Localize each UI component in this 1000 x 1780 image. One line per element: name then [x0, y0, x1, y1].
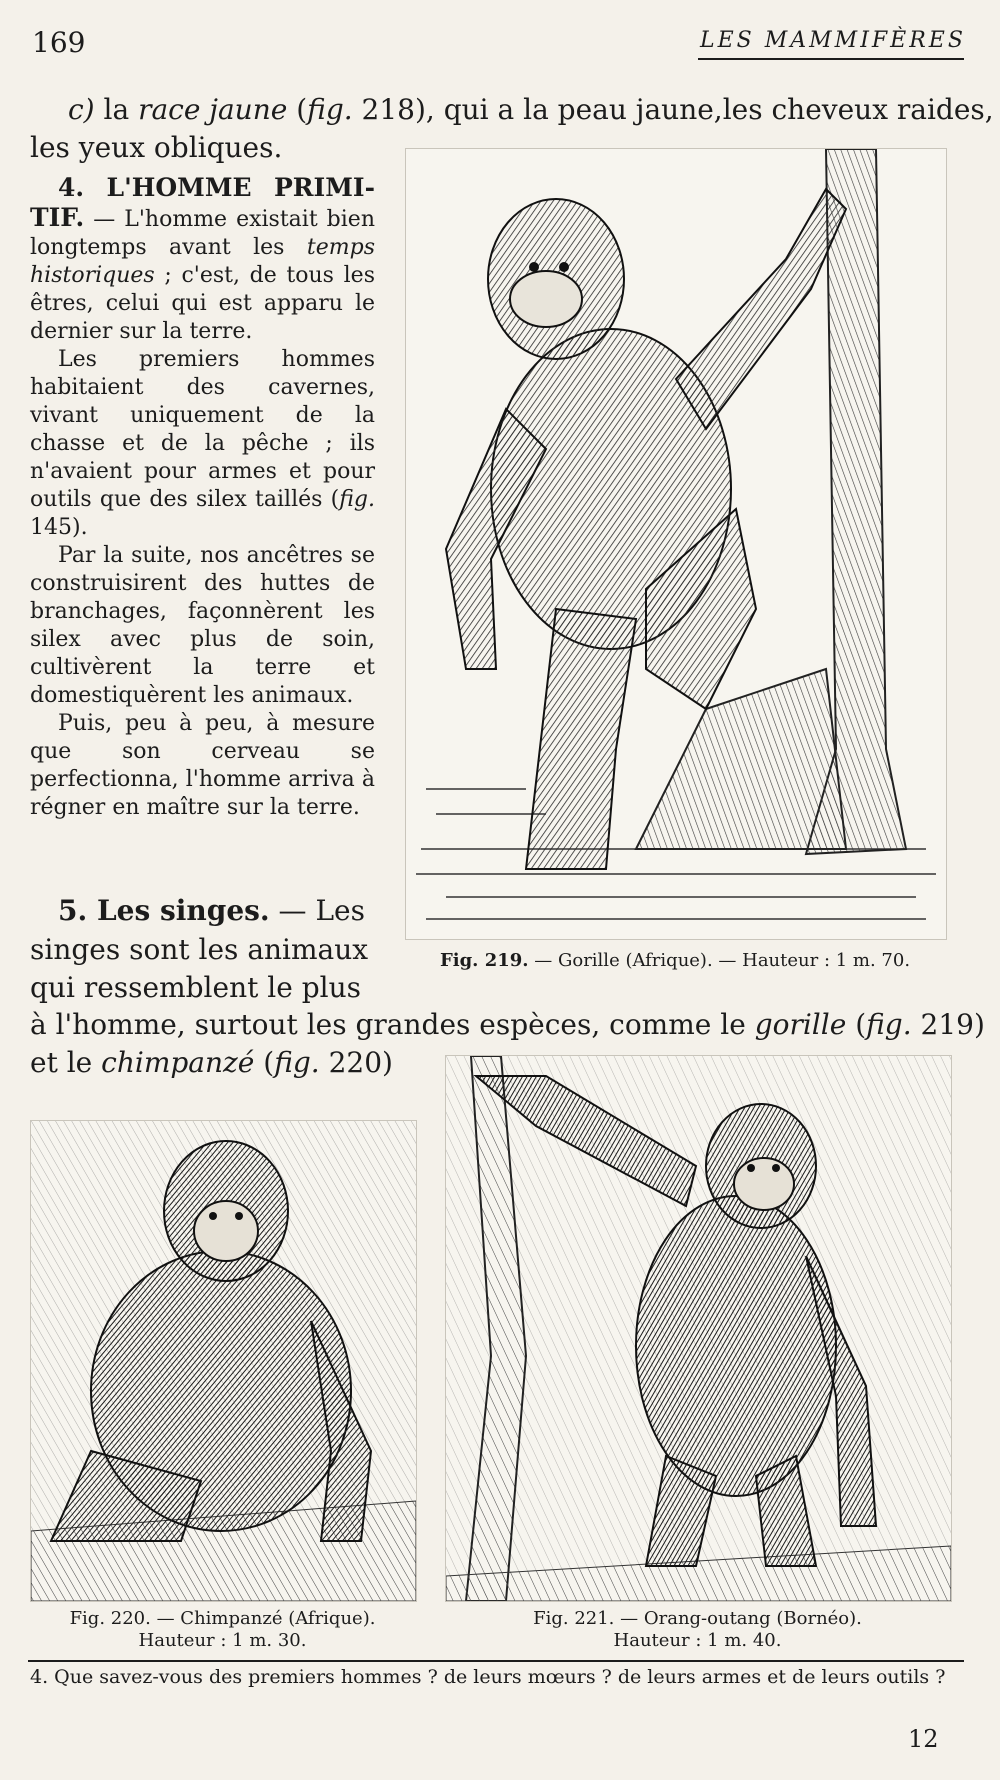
section-5-line4-a: à l'homme, surtout les grandes espèces, comme le	[30, 1008, 755, 1041]
item-letter: c)	[68, 93, 95, 126]
fig-220-caption	[30, 1608, 415, 1652]
chimpanzee-drawing	[31, 1121, 416, 1601]
fig-221-text: — Orang-outang (Bornéo).	[614, 1608, 862, 1629]
section-4-text	[30, 174, 375, 822]
fig-221-caption	[445, 1608, 950, 1652]
gorilla-illustration	[405, 148, 947, 940]
intro-text-1: la	[94, 93, 139, 126]
section-4-p3: Par la suite, nos ancêtres se construisirent des huttes de branchages, façonnèrent les silex avec plus de soin, cultivèrent la terre et domestiquèrent les animaux.	[30, 543, 375, 708]
fig-221-caption-line-1	[445, 1608, 950, 1630]
section-4-p2-a: Les premiers hommes habitaient des cavernes, vivant uniquement de la chasse et de la pêche ; ils n'avaient pour armes et pour outils que des silex taillés (	[30, 347, 375, 512]
section-4-heading: 4. L'HOMME PRIMI-TIF.	[30, 173, 375, 232]
section-4-p4: Puis, peu à peu, à mesure que son cerveau se perfectionna, l'homme arriva à régner en maître sur la terre.	[30, 711, 375, 820]
section-5-line5-c: 220)	[319, 1046, 393, 1079]
chimpanzee-illustration	[30, 1120, 417, 1602]
section-5-line-4	[30, 1007, 985, 1043]
fig-220-caption-line-2: Hauteur : 1 m. 30.	[138, 1630, 307, 1651]
intro-line-2: les yeux obliques.	[30, 131, 283, 164]
fig-221-label: Fig. 221.	[533, 1608, 615, 1629]
fig-ref: fig.	[339, 487, 375, 512]
footnote-rule	[28, 1660, 964, 1662]
fig-219-label: Fig. 219.	[439, 950, 529, 971]
fig-219-caption	[405, 950, 945, 972]
fig-220-caption-line-1	[30, 1608, 415, 1630]
footnote-question: 4. Que savez-vous des premiers hommes ? de leurs mœurs ? de leurs armes et de leurs outils ?	[30, 1666, 946, 1688]
header-rule	[698, 58, 964, 60]
section-4-p2-b: 145).	[30, 515, 88, 540]
signature-folio: 12	[908, 1725, 939, 1753]
orangutan-illustration	[445, 1055, 952, 1602]
page-number: 169	[32, 26, 86, 59]
running-title: LES MAMMIFÈRES	[700, 28, 966, 53]
section-5-line4-b: (	[846, 1008, 867, 1041]
section-5-line-1	[58, 893, 365, 929]
section-4-p1-b: ; c'est, de tous les êtres, celui qui est apparu le dernier sur la terre.	[30, 263, 375, 344]
intro-line-1	[68, 92, 994, 128]
section-5-line-2: singes sont les animaux	[30, 933, 369, 966]
fig-220-label: Fig. 220.	[69, 1608, 151, 1629]
section-5-line-5	[30, 1045, 393, 1081]
fig-ref: fig.	[866, 1008, 912, 1041]
race-jaune-term: race jaune	[138, 93, 288, 126]
section-4-p1-a: — L'homme existait bien longtemps avant les	[30, 207, 375, 260]
section-5-heading: 5. Les singes.	[58, 894, 270, 927]
intro-text-2: (	[287, 93, 308, 126]
fig-221-caption-line-2: Hauteur : 1 m. 40.	[613, 1630, 782, 1651]
intro-text-3: 218), qui a la peau jaune,les cheveux raides,	[352, 93, 994, 126]
fig-219-text: — Gorille (Afrique). — Hauteur : 1 m. 70.	[528, 950, 911, 971]
gorilla-drawing	[406, 149, 946, 939]
section-5-line1-rest: — Les	[269, 894, 365, 927]
gorille-term: gorille	[754, 1008, 847, 1041]
section-5-line4-c: 219)	[911, 1008, 985, 1041]
section-5-line5-a: et le	[30, 1046, 102, 1079]
fig-ref: fig.	[274, 1046, 320, 1079]
temps-historiques-term: temps historiques	[30, 235, 375, 288]
section-4-p1	[30, 174, 375, 346]
section-5-line5-b: (	[254, 1046, 275, 1079]
section-5-line-3: qui ressemblent le plus	[30, 971, 361, 1004]
section-4-p2	[30, 346, 375, 542]
orangutan-drawing	[446, 1056, 951, 1601]
fig-ref: fig.	[307, 93, 353, 126]
fig-220-text: — Chimpanzé (Afrique).	[150, 1608, 376, 1629]
chimpanze-term: chimpanzé	[101, 1046, 255, 1079]
